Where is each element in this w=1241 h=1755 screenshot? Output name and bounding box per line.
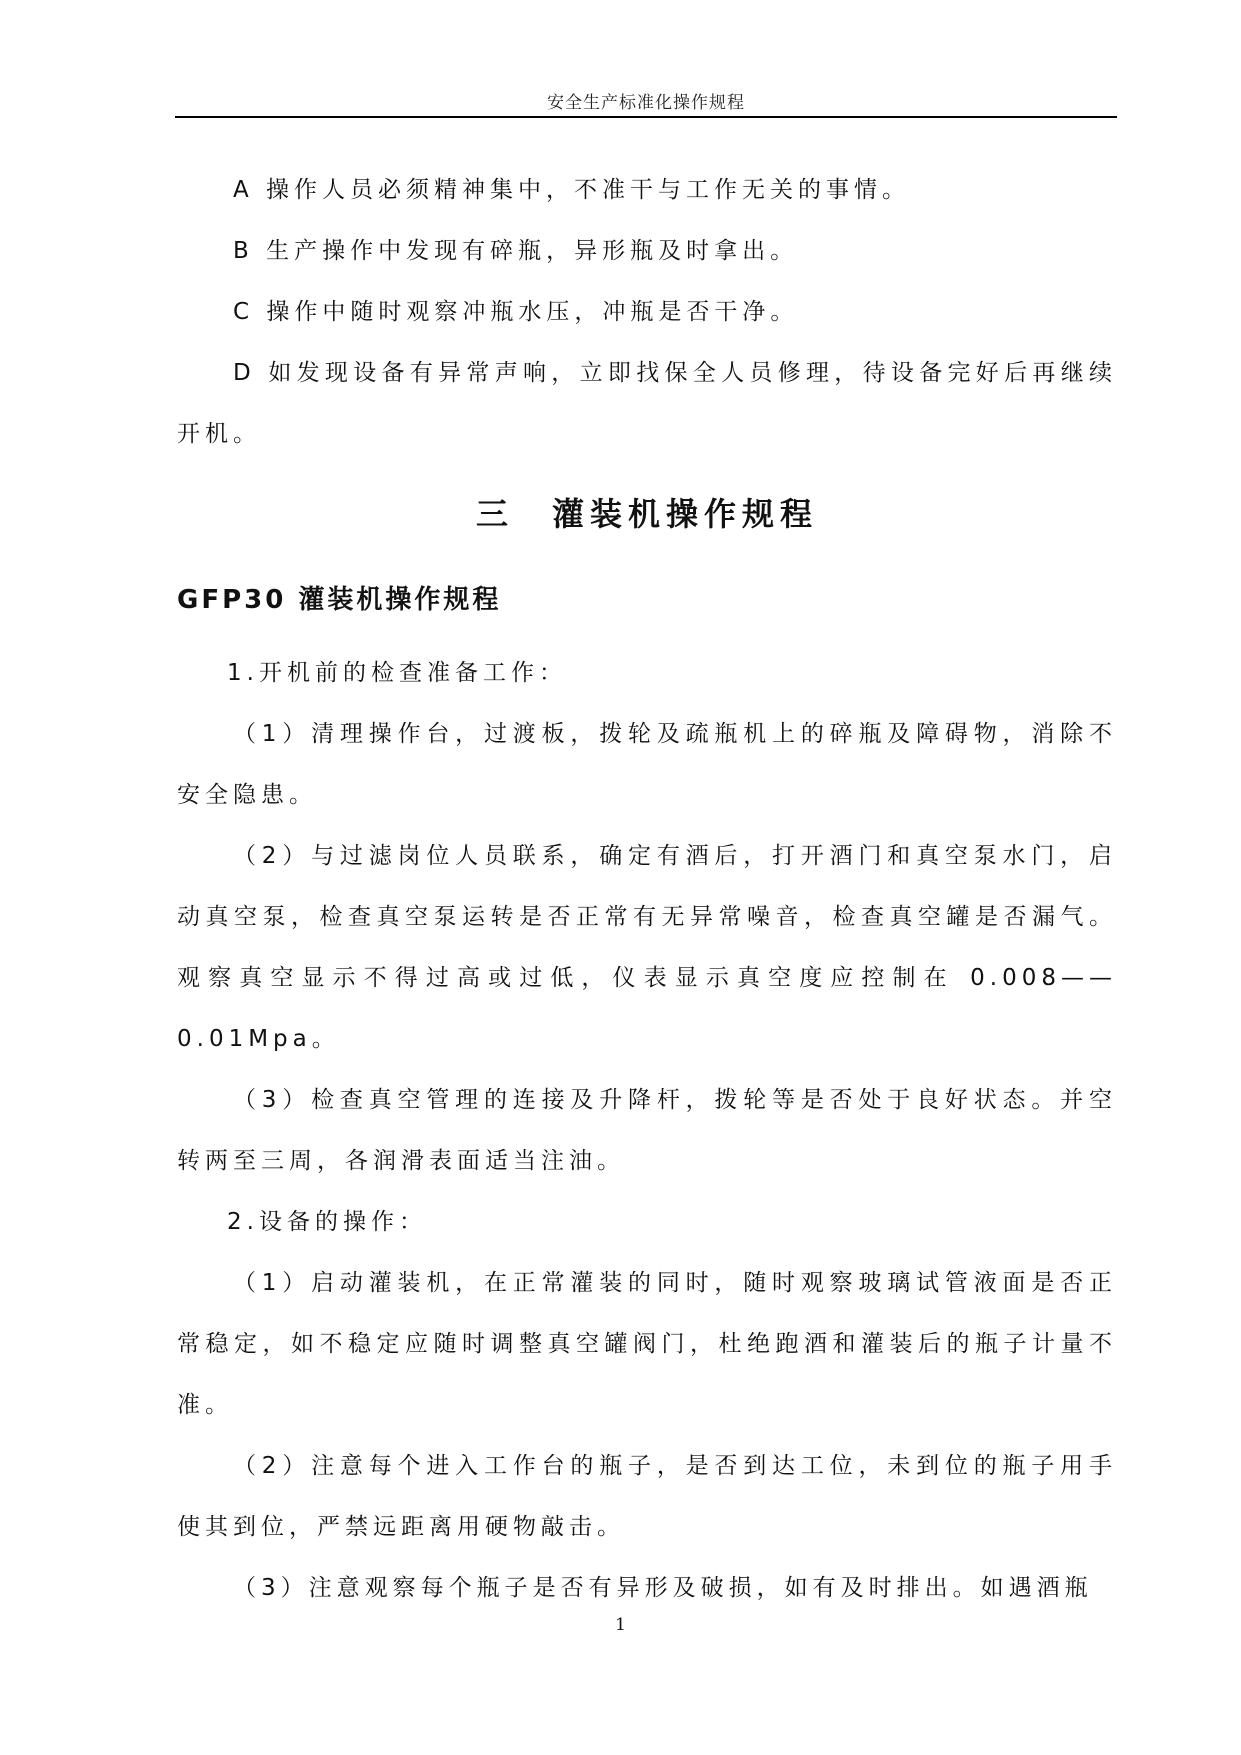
page-number: 1 xyxy=(615,1615,626,1635)
paragraph: （2）与过滤岗位人员联系，确定有酒后，打开酒门和真空泵水门，启动真空泵，检查真空泵运转是否正常有无异常噪音，检查真空罐是否漏气。观察真空显示不得过高或过低，仪表显示真空度应控制在 0.008——0.01Mpa。 xyxy=(177,843,1117,1052)
paragraph: C 操作中随时观察冲瓶水压，冲瓶是否干净。 xyxy=(233,299,799,325)
paragraph: B 生产操作中发现有碎瓶，异形瓶及时拿出。 xyxy=(233,238,799,264)
page-header: 安全生产标准化操作规程 xyxy=(547,93,745,113)
header-divider xyxy=(175,116,1117,118)
paragraph: （3）注意观察每个瓶子是否有异形及破损，如有及时排出。如遇酒瓶 xyxy=(233,1575,1093,1601)
document-body xyxy=(177,160,1117,1619)
section-title: 三 灌装机操作规程 xyxy=(475,495,818,533)
paragraph: 1.开机前的检查准备工作： xyxy=(227,660,567,686)
paragraph: 2.设备的操作： xyxy=(227,1209,427,1235)
paragraph: （3）检查真空管理的连接及升降杆，拨轮等是否处于良好状态。并空转两至三周，各润滑表面适当注油。 xyxy=(177,1087,1117,1174)
paragraph: A 操作人员必须精神集中，不准干与工作无关的事情。 xyxy=(233,177,911,203)
subsection-title: GFP30 灌装机操作规程 xyxy=(177,585,502,615)
paragraph: D 如发现设备有异常声响，立即找保全人员修理，待设备完好后再继续开机。 xyxy=(177,360,1117,447)
paragraph: （1）启动灌装机，在正常灌装的同时，随时观察玻璃试管液面是否正常稳定，如不稳定应随时调整真空罐阀门，杜绝跑酒和灌装后的瓶子计量不准。 xyxy=(177,1270,1117,1418)
paragraph: （2）注意每个进入工作台的瓶子，是否到达工位，未到位的瓶子用手使其到位，严禁远距离用硬物敲击。 xyxy=(177,1453,1117,1540)
paragraph: （1）清理操作台，过渡板，拨轮及疏瓶机上的碎瓶及障碍物，消除不安全隐患。 xyxy=(177,721,1117,808)
